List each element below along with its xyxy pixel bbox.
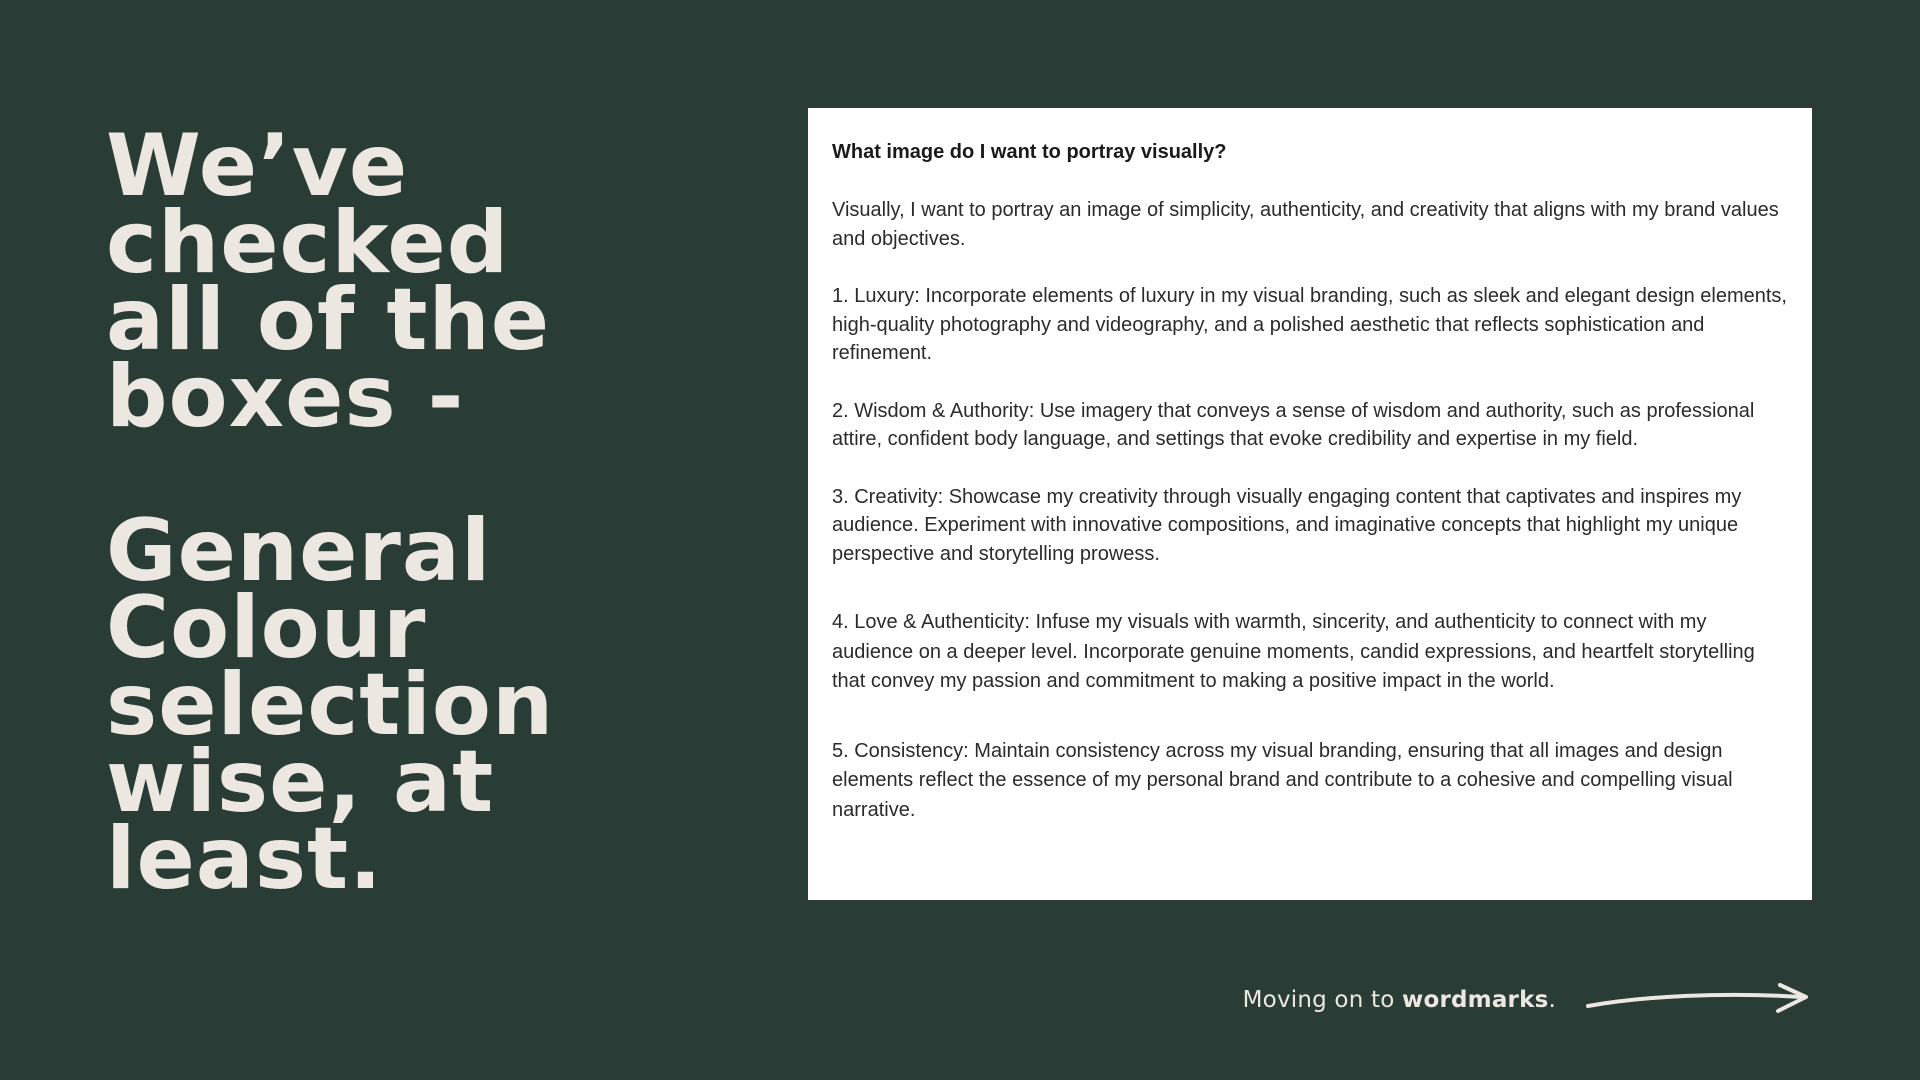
document-paragraph-intro: Visually, I want to portray an image of simplicity, authenticity, and creativity that aligns with my brand values and objectives.: [832, 199, 1779, 250]
headline-line: boxes -: [106, 347, 465, 447]
document-paragraph-creativity: 3. Creativity: Showcase my creativity through visually engaging content that captivates and inspires my audience. Experiment with innovative compositions, and imaginative concepts that highlight my unique perspective and storytelling prowess.: [832, 485, 1742, 565]
document-paragraph-wisdom: 2. Wisdom & Authority: Use imagery that conveys a sense of wisdom and authority, such as professional attire, confident body language, and settings that evoke credibility and expertise in my field.: [832, 399, 1755, 450]
headline-line: wise, at: [106, 732, 495, 832]
document-heading: What image do I want to portray visually?: [832, 141, 1227, 163]
headline-line: least.: [106, 809, 383, 909]
headline: [106, 116, 746, 909]
headline-line: checked: [106, 193, 510, 293]
headline-line: We’ve: [106, 116, 409, 216]
document-paragraph-luxury: 1. Luxury: Incorporate elements of luxury in my visual branding, such as sleek and elegant design elements, high-quality photography and videography, and a polished aesthetic that reflects sophistication and refinement.: [832, 285, 1787, 364]
headline-line: selection: [106, 655, 555, 755]
document-screenshot-panel: [808, 108, 1812, 900]
footer-emphasis: wordmarks: [1402, 987, 1549, 1013]
footer-text: [1243, 987, 1556, 1013]
document-paragraph-love: 4. Love & Authenticity: Infuse my visuals with warmth, sincerity, and authenticity to connect with my audience on a deeper level. Incorporate genuine moments, candid expressions, and heartfelt storytelling that convey my passion and commitment to making a positive impact in the world.: [832, 611, 1755, 692]
footer-next-step: [1243, 980, 1812, 1020]
headline-line: all of the: [106, 270, 551, 370]
footer-prefix: Moving on to: [1242, 987, 1402, 1013]
footer-suffix: .: [1548, 987, 1556, 1013]
document-paragraph-consistency: 5. Consistency: Maintain consistency across my visual branding, ensuring that all images and design elements reflect the essence of my personal brand and contribute to a cohesive and compelling visual narrative.: [832, 739, 1733, 821]
headline-line: Colour: [106, 578, 427, 678]
headline-line: General: [106, 501, 492, 601]
right-arrow-icon: [1584, 980, 1812, 1020]
